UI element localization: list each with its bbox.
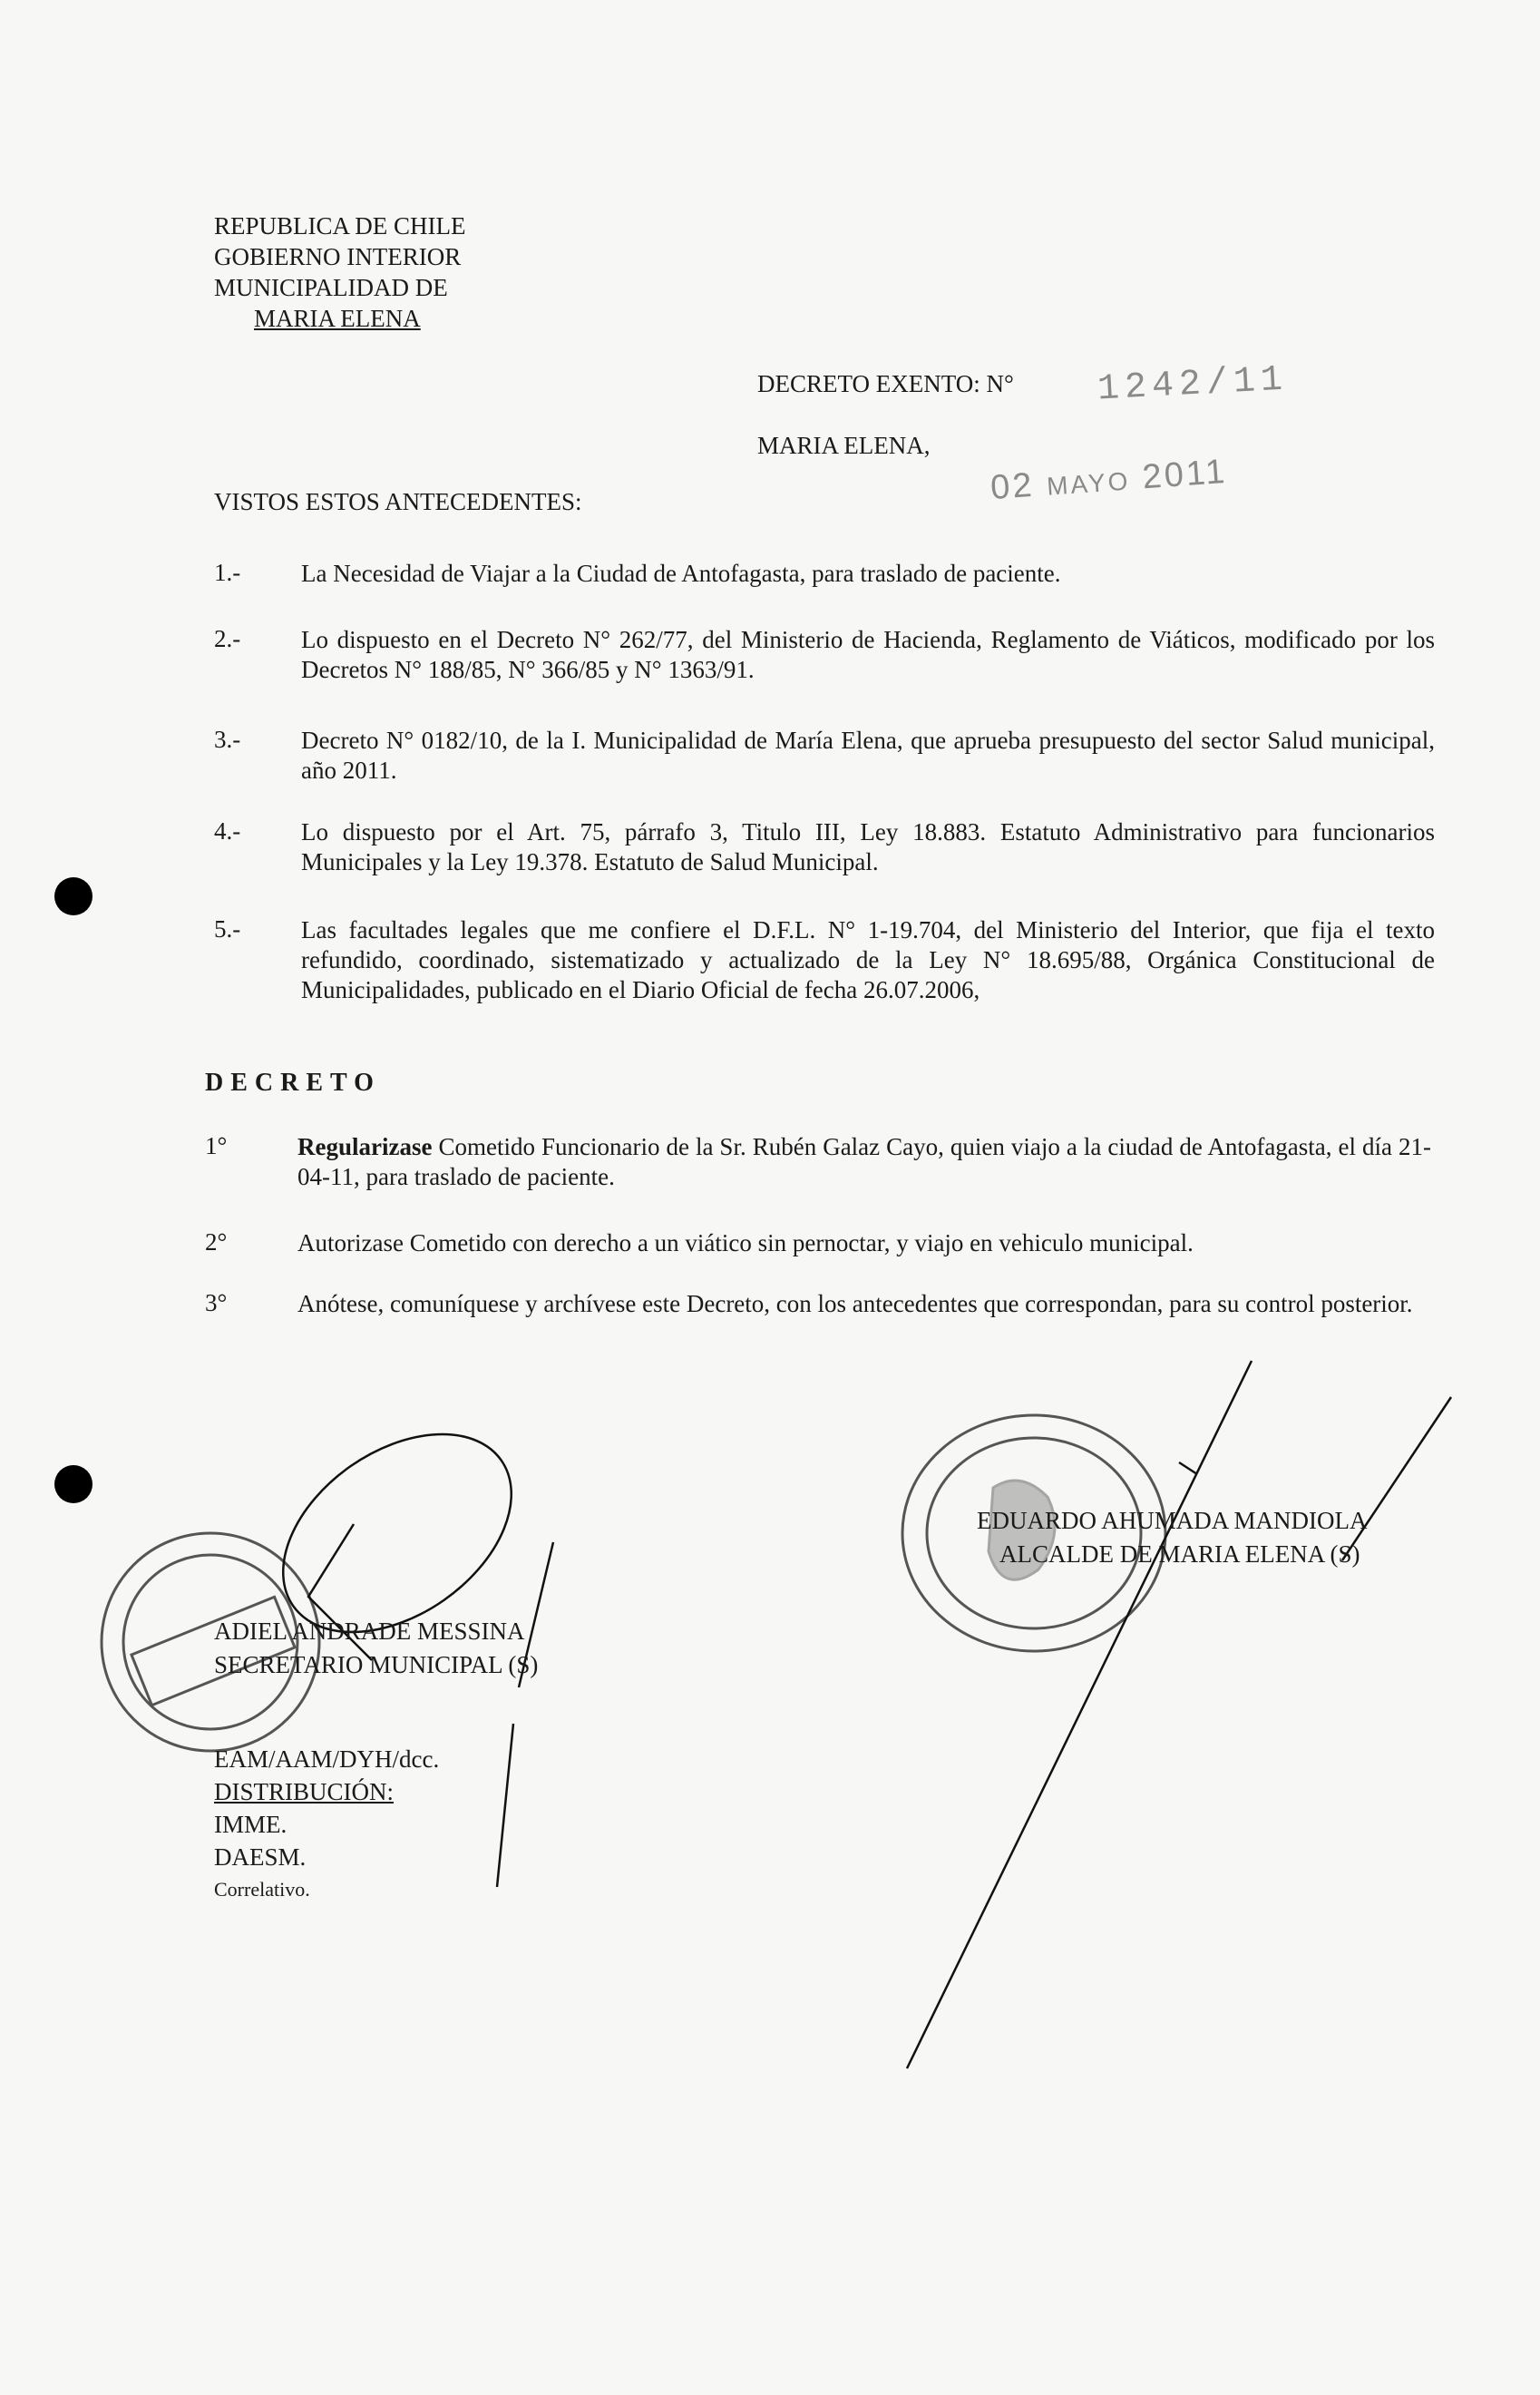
article-number: 3° [205, 1289, 228, 1316]
letterhead-line: GOBIERNO INTERIOR [214, 243, 462, 270]
signature-strokes [247, 1361, 1451, 2068]
article-number: 2° [205, 1228, 228, 1256]
secretary-name: ADIEL ANDRADE MESSINA [214, 1618, 525, 1645]
letterhead-line: MUNICIPALIDAD DE [214, 274, 448, 301]
initials: EAM/AAM/DYH/dcc. [214, 1745, 440, 1773]
mayor-name: EDUARDO AHUMADA MANDIOLA [977, 1507, 1368, 1534]
item-text: Las facultades legales que me confiere el D.F.L. N° 1-19.704, del Ministerio del Interior, que fija el texto refundido, coordinado, sistematizado y actualizado de la Ley N° 18.695/88, Orgánica Constitucional de Municipalidades, publicado en el Diario Oficial de fecha 26.07.2006, [301, 916, 1435, 1003]
decree-place: MARIA ELENA, [757, 432, 931, 459]
item-number: 1.- [214, 559, 241, 586]
article-verb: Regularizase [297, 1133, 433, 1160]
recipient: DAESM. [214, 1843, 307, 1871]
article-text: Autorizase Cometido con derecho a un viático sin pernoctar, y viajo en vehiculo municipal. [297, 1229, 1194, 1256]
article-body: Cometido Funcionario de la Sr. Rubén Galaz Cayo, quien viajo a la ciudad de Antofagasta, el día 21-04-11, para traslado de paciente. [297, 1133, 1431, 1190]
date-stamp-year: 2011 [1141, 452, 1229, 497]
item-text: Lo dispuesto por el Art. 75, párrafo 3, Titulo III, Ley 18.883. Estatuto Administrativo para funcionarios Municipales y la Ley 19.378. Estatuto de Salud Municipal. [301, 818, 1435, 875]
mayor-signature [977, 1504, 1368, 1571]
item-text: Lo dispuesto en el Decreto N° 262/77, del Ministerio de Hacienda, Reglamento de Viáticos, modificado por los Decretos N° 188/85, N° 366/85 y N° 1363/91. [301, 626, 1435, 683]
item-number: 3.- [214, 726, 241, 753]
item-number: 2.- [214, 625, 241, 652]
recipient: IMME. [214, 1811, 288, 1838]
mayor-title: ALCALDE DE MARIA ELENA (S) [999, 1540, 1360, 1568]
distribution-block [214, 1743, 439, 1906]
vistos-title: VISTOS ESTOS ANTECEDENTES: [214, 488, 582, 515]
decreto-title: DECRETO [205, 1069, 381, 1097]
letterhead-city: MARIA ELENA [254, 305, 421, 332]
decree-number-stamp: 1242/11 [1096, 359, 1290, 411]
item-text: Decreto N° 0182/10, de la I. Municipalidad de María Elena, que aprueba presupuesto del sector Salud municipal, año 2011. [301, 727, 1435, 784]
item-number: 4.- [214, 817, 241, 845]
secretary-signature [214, 1615, 538, 1682]
item-number: 5.- [214, 915, 241, 943]
letterhead-line: REPUBLICA DE CHILE [214, 212, 466, 240]
punch-hole [54, 877, 93, 915]
punch-hole [54, 1465, 93, 1503]
article-text: Anótese, comuníquese y archívese este Decreto, con los antecedentes que correspondan, para su control posterior. [297, 1290, 1413, 1317]
secretary-title: SECRETARIO MUNICIPAL (S) [214, 1651, 539, 1678]
date-stamp-day: 02 [989, 465, 1036, 508]
decree-label: DECRETO EXENTO: N° [757, 370, 1014, 397]
correlativo: Correlativo. [214, 1878, 310, 1901]
date-stamp-month: MAYO [1046, 466, 1132, 501]
item-text: La Necesidad de Viajar a la Ciudad de Antofagasta, para traslado de paciente. [301, 560, 1061, 587]
article-number: 1° [205, 1132, 228, 1159]
distribution-label: DISTRIBUCIÓN: [214, 1778, 395, 1805]
